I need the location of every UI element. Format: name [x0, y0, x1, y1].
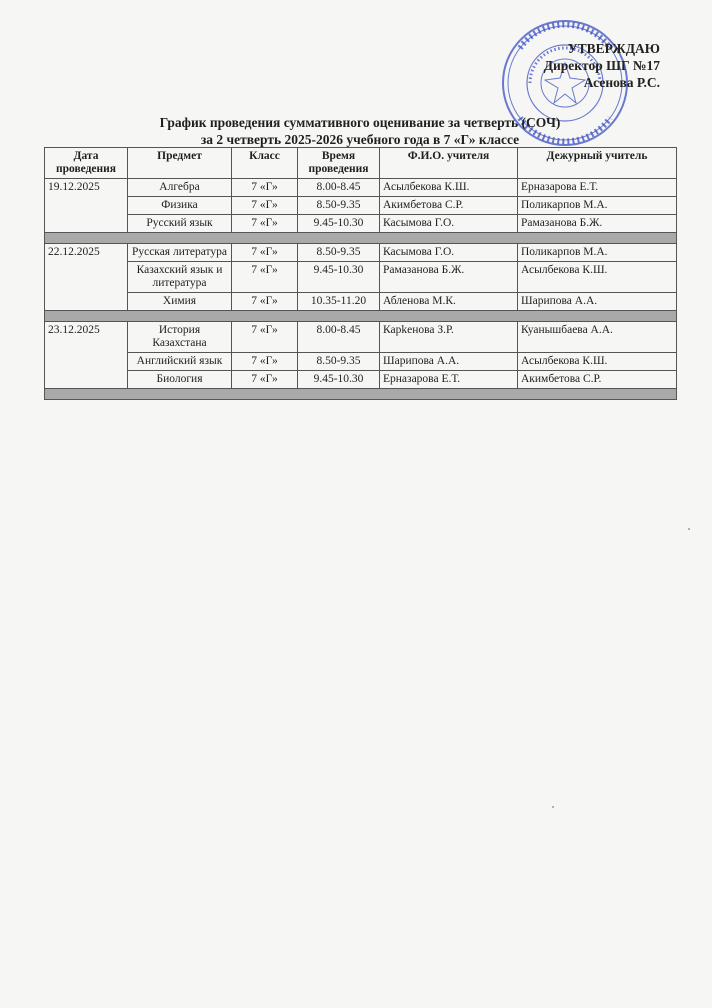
teacher-cell: Касымова Г.О.: [380, 244, 518, 262]
title-line-2: за 2 четверть 2025-2026 учебного года в 7 «Г» классе: [200, 132, 520, 147]
class-cell: 7 «Г»: [232, 353, 298, 371]
document-title: [40, 114, 680, 148]
teacher-cell: Акимбетова С.Р.: [380, 197, 518, 215]
duty-teacher-cell: Шарипова А.А.: [518, 293, 677, 311]
table-row: [45, 262, 677, 293]
duty-teacher-cell: Поликарпов М.А.: [518, 197, 677, 215]
class-cell: 7 «Г»: [232, 244, 298, 262]
table-row: [45, 353, 677, 371]
time-cell: 9.45-10.30: [298, 262, 380, 293]
class-cell: 7 «Г»: [232, 179, 298, 197]
date-cell: 19.12.2025: [45, 179, 128, 233]
scan-speck: [688, 528, 690, 530]
time-cell: 9.45-10.30: [298, 371, 380, 389]
time-cell: 9.45-10.30: [298, 215, 380, 233]
title-line-1: График проведения суммативного оценивание за четверть (СОЧ): [159, 115, 561, 130]
teacher-cell: Шарипова А.А.: [380, 353, 518, 371]
subject-cell: Биология: [128, 371, 232, 389]
duty-teacher-cell: Поликарпов М.А.: [518, 244, 677, 262]
subject-cell: Казахский язык и литература: [128, 262, 232, 293]
time-cell: 8.50-9.35: [298, 353, 380, 371]
approval-name: Асенова Р.С.: [583, 75, 660, 90]
time-cell: 8.00-8.45: [298, 322, 380, 353]
duty-teacher-cell: Асылбекова К.Ш.: [518, 353, 677, 371]
subject-cell: Алгебра: [128, 179, 232, 197]
table-row: [45, 197, 677, 215]
teacher-cell: Асылбекова К.Ш.: [380, 179, 518, 197]
time-cell: 10.35-11.20: [298, 293, 380, 311]
date-cell: 22.12.2025: [45, 244, 128, 311]
approval-block: [544, 40, 660, 91]
subject-cell: Английский язык: [128, 353, 232, 371]
subject-cell: Химия: [128, 293, 232, 311]
header-duty-teacher: Дежурный учитель: [518, 148, 677, 179]
duty-teacher-cell: Рамазанова Б.Ж.: [518, 215, 677, 233]
table-row: [45, 215, 677, 233]
duty-teacher-cell: Асылбекова К.Ш.: [518, 262, 677, 293]
teacher-cell: Абленова М.К.: [380, 293, 518, 311]
header-subject: Предмет: [128, 148, 232, 179]
approval-heading: УТВЕРЖДАЮ: [567, 41, 660, 56]
teacher-cell: Касымова Г.О.: [380, 215, 518, 233]
class-cell: 7 «Г»: [232, 215, 298, 233]
subject-cell: Физика: [128, 197, 232, 215]
class-cell: 7 «Г»: [232, 371, 298, 389]
schedule-table: [44, 147, 677, 400]
separator-cell: [45, 389, 677, 400]
class-cell: 7 «Г»: [232, 293, 298, 311]
class-cell: 7 «Г»: [232, 197, 298, 215]
table-row: [45, 179, 677, 197]
table-header-row: [45, 148, 677, 179]
duty-teacher-cell: Куанышбаева А.А.: [518, 322, 677, 353]
approval-position: Директор ШГ №17: [543, 58, 660, 73]
header-class: Класс: [232, 148, 298, 179]
separator-row: [45, 311, 677, 322]
header-date: Дата проведения: [45, 148, 128, 179]
table-row: [45, 293, 677, 311]
duty-teacher-cell: Ерназарова Е.Т.: [518, 179, 677, 197]
subject-cell: Русская литература: [128, 244, 232, 262]
header-teacher: Ф.И.О. учителя: [380, 148, 518, 179]
class-cell: 7 «Г»: [232, 322, 298, 353]
header-time: Время проведения: [298, 148, 380, 179]
separator-row: [45, 233, 677, 244]
table-row: [45, 244, 677, 262]
time-cell: 8.50-9.35: [298, 244, 380, 262]
time-cell: 8.50-9.35: [298, 197, 380, 215]
teacher-cell: Карkенова З.Р.: [380, 322, 518, 353]
table-row: [45, 371, 677, 389]
scan-speck: [552, 806, 554, 808]
duty-teacher-cell: Акимбетова С.Р.: [518, 371, 677, 389]
teacher-cell: Рамазанова Б.Ж.: [380, 262, 518, 293]
separator-row: [45, 389, 677, 400]
class-cell: 7 «Г»: [232, 262, 298, 293]
date-cell: 23.12.2025: [45, 322, 128, 389]
time-cell: 8.00-8.45: [298, 179, 380, 197]
subject-cell: Русский язык: [128, 215, 232, 233]
table-row: [45, 322, 677, 353]
separator-cell: [45, 233, 677, 244]
separator-cell: [45, 311, 677, 322]
subject-cell: История Казахстана: [128, 322, 232, 353]
teacher-cell: Ерназарова Е.Т.: [380, 371, 518, 389]
